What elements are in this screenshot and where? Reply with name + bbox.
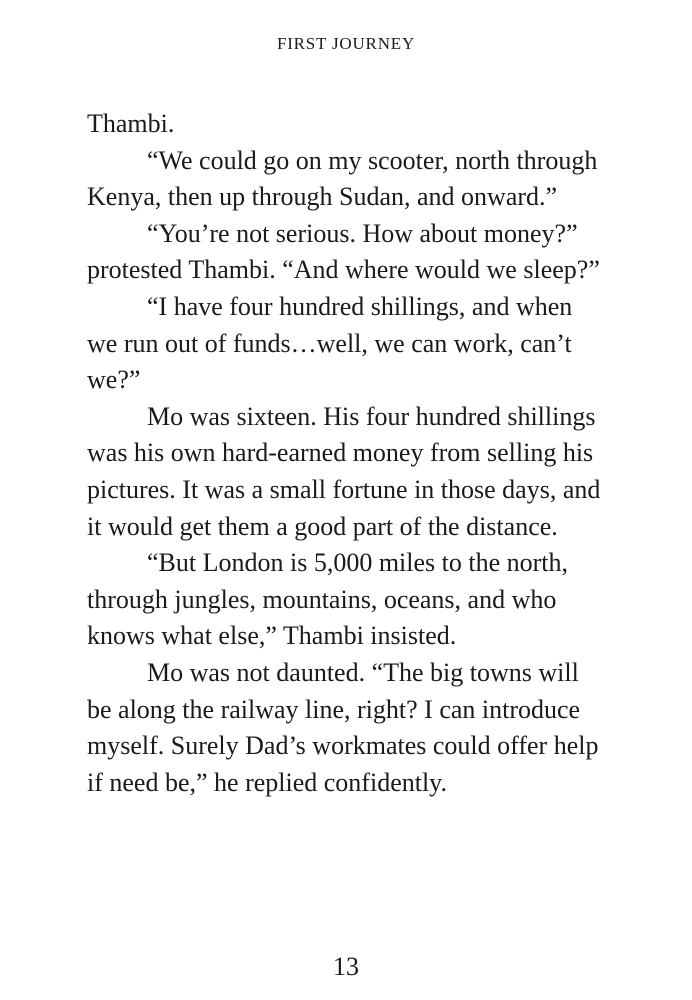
- paragraph: “I have four hundred shillings, and when we run out of funds…well, we can work, can’t we?”: [87, 291, 573, 395]
- paragraph: “We could go on my scooter, north through Kenya, then up through Sudan, and onward.”: [87, 145, 598, 212]
- paragraph: “But London is 5,000 miles to the north, through jungles, mountains, oceans, and who knows what else,” Thambi insisted.: [87, 548, 569, 651]
- body-text: [87, 106, 607, 801]
- paragraph: Thambi.: [87, 109, 175, 138]
- paragraph: Mo was not daunted. “The big towns will be along the railway line, right? I can introduce myself. Surely Dad’s workmates could offer help if need be,” he replied confidently.: [87, 657, 599, 797]
- paragraph: “You’re not serious. How about money?” protested Thambi. “And where would we sleep?”: [87, 218, 600, 285]
- page-number: 13: [333, 952, 359, 981]
- paragraph: Mo was sixteen. His four hundred shillings was his own hard-earned money from selling his pictures. It was a small fortune in those days, and it would get them a good part of the distance.: [87, 401, 601, 541]
- running-head: FIRST JOURNEY: [276, 34, 416, 53]
